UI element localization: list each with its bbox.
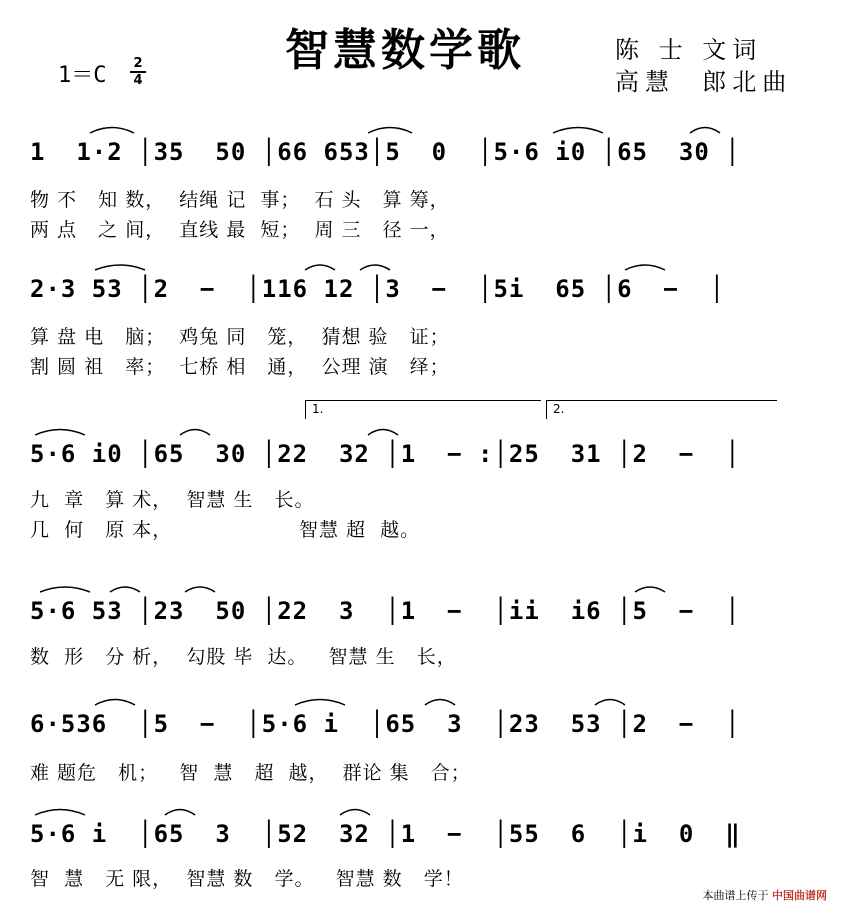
volta-label-second: 2. [553, 402, 565, 416]
footer-prefix: 本曲谱上传于 [702, 889, 769, 902]
notation-line-6: 5·6 i │65 3 │52 32 │1 − │55 6 │i 0 ‖ [30, 820, 741, 848]
notation-line-5: 6·536 │5 − │5·6 i │65 3 │23 53 │2 − │ [30, 710, 741, 738]
lyric-line-2-verse-1: 算 盘 电 脑； 鸡兔 同 笼， 猜想 验 证； [30, 326, 450, 348]
notation-line-3: 5·6 i0 │65 30 │22 32 │1 − :│25 31 │2 − │ [30, 440, 741, 468]
lyric-line-3-verse-1: 九 章 算 术， 智慧 生 长。 [30, 489, 315, 511]
footer-site[interactable]: 中国曲谱网 [772, 889, 827, 902]
lyric-line-3-verse-2: 几 何 原 本， 智慧 超 越。 [30, 519, 421, 541]
lyric-line-4: 数 形 分 析， 勾股 毕 达。 智慧 生 长， [30, 646, 457, 668]
notation-line-1: 1 1·2 │35 50 │66 653│5 0 │5·6 i0 │65 30 │ [30, 138, 741, 166]
time-signature-bottom: 4 [133, 73, 143, 88]
source-footer [703, 887, 828, 903]
song-title: 智慧数学歌 [285, 25, 525, 76]
lyricist-credit: 陈 士 文词 [615, 36, 763, 64]
composer-credit: 高慧 郎北曲 [615, 68, 793, 96]
lyric-line-6: 智 慧 无 限， 智慧 数 学。 智慧 数 学！ [30, 868, 464, 890]
key-signature: 1＝C [58, 63, 107, 88]
time-signature-top: 2 [133, 56, 143, 71]
notation-line-4: 5·6 53 │23 50 │22 3 │1 − │ii i6 │5 − │ [30, 597, 741, 625]
lyric-line-5: 难 题危 机； 智 慧 超 越， 群论 集 合； [30, 762, 471, 784]
lyric-line-1-verse-1: 物 不 知 数， 结绳 记 事； 石 头 算 筹， [30, 189, 450, 211]
lyric-line-1-verse-2: 两 点 之 间， 直线 最 短； 周 三 径 一， [30, 219, 450, 241]
notation-line-2: 2·3 53 │2 − │116 12 │3 − │5i 65 │6 − │ [30, 275, 726, 303]
lyric-line-2-verse-2: 割 圆 祖 率； 七桥 相 通， 公理 演 绎； [30, 356, 450, 378]
volta-label-first: 1. [312, 402, 324, 416]
